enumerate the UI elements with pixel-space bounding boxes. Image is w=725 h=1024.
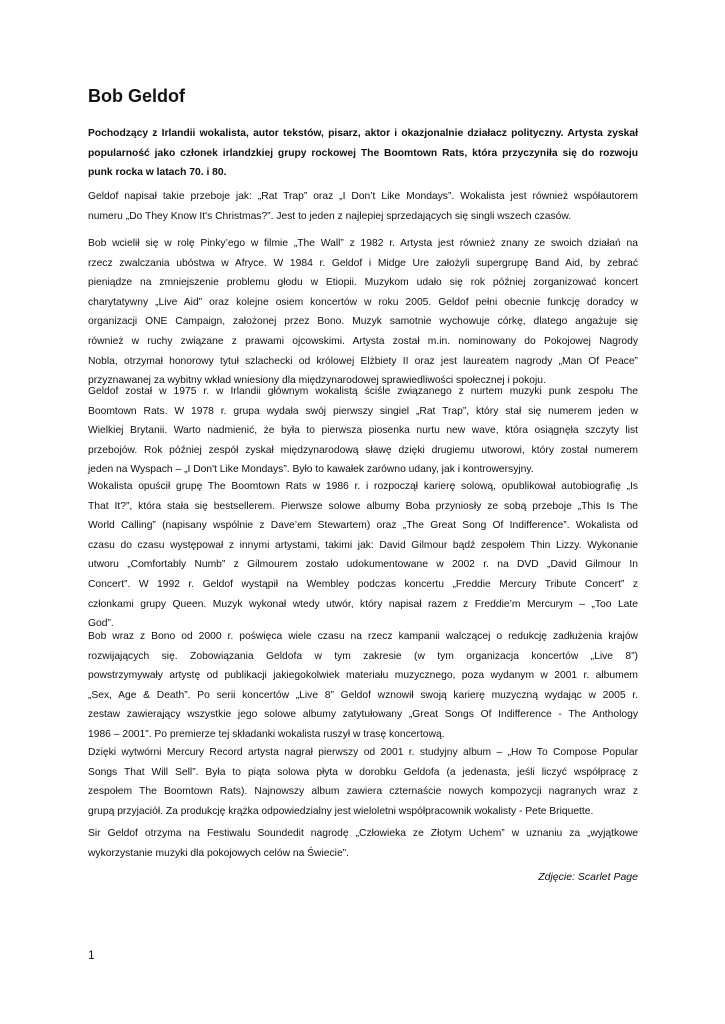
body-paragraph bbox=[88, 824, 638, 863]
text-line: zestaw zawierający wszystkie jego solowe albumy zatytułowany „Great Songs Of Indifference - The Anthology bbox=[88, 709, 638, 721]
text-line: rozwijających się. Zobowiązania Geldofa w tym zakresie (w tym organizacja koncertów „Live 8”) bbox=[88, 650, 638, 662]
text-line: powstrzymywały artystę od publikacji jakiegokolwiek materiału muzycznego, poza wydanym w 2001 r. albumem bbox=[88, 670, 638, 682]
text-line: również w ruchy związane z prawami ojcowskimi. Artysta został m.in. nominowany do Pokojowej Nagrody bbox=[88, 335, 638, 347]
text-line: Geldof został w 1975 r. w Irlandii głównym wokalistą ściśle związanego z nurtem muzyki punk zespołu The bbox=[88, 386, 638, 397]
text-line: członkami grupy Queen. Muzyk wykonał wtedy utwór, który napisał razem z Freddie’m Mercurym – „Too Late bbox=[88, 598, 638, 610]
text-line: przebojów. Rok później zespół zyskał międzynarodową sławę dzięki drugiemu utworowi, który został numerem bbox=[88, 444, 638, 456]
text-line: Pochodzący z Irlandii wokalista, autor tekstów, pisarz, aktor i okazjonalnie działacz polityczny. Artysta zyskał bbox=[88, 128, 638, 139]
text-line: „Sex, Age & Death”. Po serii koncertów „Live 8” Geldof wznowił swoją karierę muzyczną wydając w 2005 r. bbox=[88, 689, 638, 701]
text-line: Concert”. W 1992 r. Geldof wystąpił na Wembley podczas koncertu „Freddie Mercury Tribute Concert” z bbox=[88, 578, 638, 590]
text-line: World Calling” (napisany wspólnie z Dave’em Stewartem) oraz „The Great Song Of Indifference”. Wokalista od bbox=[88, 520, 638, 532]
text-line: Geldof napisał takie przeboje jak: „Rat Trap” oraz „I Don’t Like Mondays”. Wokalista jest również współautorem bbox=[88, 191, 638, 202]
body-paragraph bbox=[88, 382, 638, 480]
photo-credit: Zdjęcie: Scarlet Page bbox=[538, 871, 638, 883]
body-paragraph bbox=[88, 743, 638, 821]
text-line: 1986 – 2001”. Po premierze tej składanki wokalista ruszył w trasę koncertową. bbox=[88, 728, 445, 740]
text-line: Bob wcielił się w rolę Pinky’ego w filmie „The Wall” z 1982 r. Artysta jest również znany ze swoich działań na bbox=[88, 238, 638, 249]
text-line: grupą przyjaciół. Za produkcję krążka odpowiedzialny jest wieloletni współpracownik wokalisty - Pete Briquette. bbox=[88, 805, 594, 817]
body-paragraph bbox=[88, 477, 638, 634]
text-line: organizacji ONE Campaign, założonej przez Bono. Muzyk samotnie wychowuje córkę, dlatego angażuje się bbox=[88, 316, 638, 328]
body-paragraph bbox=[88, 627, 638, 745]
lead-paragraph bbox=[88, 124, 638, 183]
text-line: Bob wraz z Bono od 2000 r. poświęca wiele czasu na rzecz kampanii walczącej o redukcję zadłużenia krajów bbox=[88, 631, 638, 642]
text-line: wykorzystanie muzyki dla pokojowych celów na Świecie”. bbox=[88, 847, 349, 859]
text-line: zespołem The Boomtown Rats). Najnowszy album zawiera czternaście nowych kompozycji nagranych wraz z bbox=[88, 786, 638, 798]
text-line: Wielkiej Brytanii. Warto nadmienić, że była to pierwsza piosenka nurtu new wave, która osiągnęła szczyty list bbox=[88, 425, 638, 437]
page-number: 1 bbox=[88, 948, 95, 962]
text-line: czasu do czasu występował z innymi artystami, takimi jak: David Gilmour bądź zespołem Thin Lizzy. Wykonanie bbox=[88, 539, 638, 551]
text-line: rzecz zwalczania ubóstwa w Afryce. W 1984 r. Geldof i Midge Ure założyli supergrupę Band Aid, by zebrać bbox=[88, 257, 638, 269]
body-paragraph bbox=[88, 234, 638, 391]
body-paragraph bbox=[88, 187, 638, 226]
text-line: utworu „Comfortably Numb” z Gilmourem zostało udokumentowane w 2002 r. na DVD „David Gilmour In bbox=[88, 559, 638, 571]
page-title: Bob Geldof bbox=[88, 86, 185, 106]
text-line: Wokalista opuścił grupę The Boomtown Rats w 1986 r. i rozpoczął karierę solową, opublikował autobiografię „Is bbox=[88, 481, 638, 492]
text-line: Boomtown Rats. W 1978 r. grupa wydała swój pierwszy singiel „Rat Trap”, który stał się numerem jeden w bbox=[88, 405, 638, 417]
text-line: popularność jako członek irlandzkiej grupy rockowej The Boomtown Rats, która przyczyniła się do rozwoju bbox=[88, 147, 638, 159]
text-line: jeden na Wyspach – „I Don't Like Mondays”. Było to kawałek zarówno udany, jak i kontrowersyjny. bbox=[88, 464, 534, 476]
text-line: God”. bbox=[88, 618, 114, 630]
text-line: Sir Geldof otrzyma na Festiwalu Soundedit nagrodę „Człowieka ze Złotym Uchem” w uznaniu za „wyjątkowe bbox=[88, 828, 638, 839]
text-line: That It?”, która stała się bestsellerem. Pierwsze solowe albumy Boba przyniosły ze sobą przeboje „This Is The bbox=[88, 500, 638, 512]
text-line: Dzięki wytwórni Mercury Record artysta nagrał pierwszy od 2001 r. studyjny album – „How To Compose Popular bbox=[88, 747, 638, 758]
text-line: charytatywny „Live Aid” oraz kolejne osiem koncertów w roku 2005. Geldof pełni obecnie funkcję doradcy w bbox=[88, 296, 638, 308]
text-line: przyznawanej za wybitny wkład wniesiony dla międzynarodowej sprawiedliwości społecznej i pokoju. bbox=[88, 375, 546, 387]
text-line: Songs That Will Sell”. Była to piąta solowa płyta w dorobku Geldofa (a jedenasta, jeśli liczyć współpracę z bbox=[88, 766, 638, 778]
text-line: numeru „Do They Know It's Christmas?”. Jest to jeden z najlepiej sprzedających się singli wszech czasów. bbox=[88, 210, 572, 222]
text-line: pieniądze na zmniejszenie problemu głodu w Etiopii. Muzykom udało się rok później zorganizować koncert bbox=[88, 277, 638, 289]
text-line: Nobla, otrzymał honorowy tytuł szlachecki od królowej Elżbiety II oraz jest laureatem nagrody „Man Of Peace” bbox=[88, 355, 638, 367]
text-line: punk rocka w latach 70. i 80. bbox=[88, 167, 227, 179]
